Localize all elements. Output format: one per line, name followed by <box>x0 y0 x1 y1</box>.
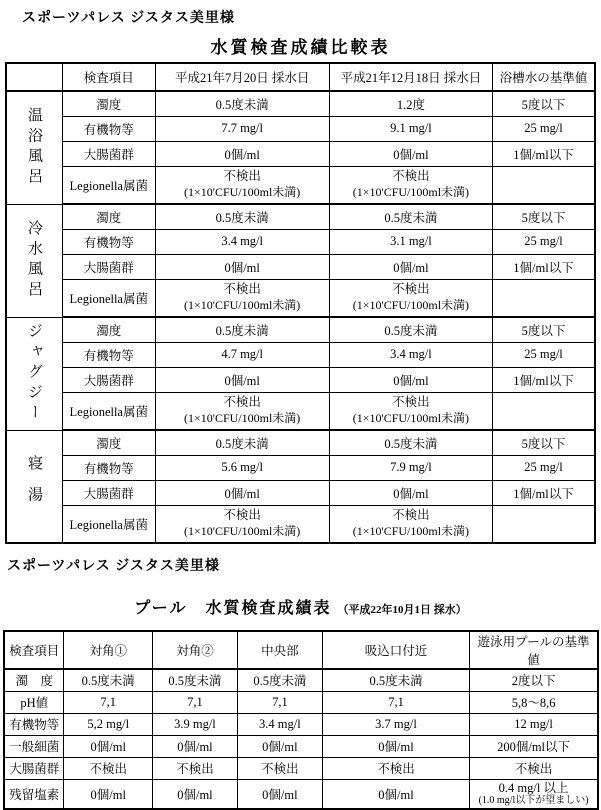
table1-value-cell: 0.5度未満 <box>155 204 329 229</box>
table2-value-cell: 5,8～8,6 <box>470 691 598 713</box>
table1-value-cell: 3.1 mg/l <box>329 229 492 254</box>
table1-value-cell: 0.5度未満 <box>155 430 329 455</box>
table2-value-cell: 0個/ml <box>64 779 153 809</box>
table1-value-cell: 不検出 (1×10'CFU/100ml未満) <box>329 392 492 430</box>
table1-value-cell: 0.5度未満 <box>155 317 329 342</box>
table1-item-label: Legionella属菌 <box>63 166 155 204</box>
table1-group-label: ジャグジー <box>6 317 63 430</box>
table2-value-cell: 0.5度未満 <box>237 669 322 691</box>
table2-item-label: 有機物等 <box>4 713 64 735</box>
table1-value-cell: 7.9 mg/l <box>329 455 492 480</box>
table2-value-cell: 7,1 <box>322 691 469 713</box>
table1-value-cell: 不検出 (1×10'CFU/100ml未満) <box>329 166 492 204</box>
table2-header-inlet: 吸込口付近 <box>322 631 469 669</box>
table2-value-cell: 0個/ml <box>152 779 237 809</box>
table1-value-cell: 不検出 (1×10'CFU/100ml未満) <box>155 392 329 430</box>
table2-header-row <box>4 631 598 669</box>
table1-value-cell <box>492 166 595 204</box>
pool-table-title-note: （平成22年10月1日 採水） <box>337 604 467 616</box>
table1-row-寝湯-Legionella属菌 <box>6 505 595 543</box>
table2-value-cell: 0個/ml <box>152 735 237 757</box>
table1-row-ジャグジー-濁度 <box>6 317 595 342</box>
table1-value-cell: 0.5度未満 <box>155 91 329 116</box>
table2-header-item: 検査項目 <box>4 631 64 669</box>
table1-item-label: Legionella属菌 <box>63 279 155 317</box>
table2-value-cell: 2度以下 <box>470 669 598 691</box>
table2-value-cell: 不検出 <box>470 757 598 779</box>
bath-water-comparison-table <box>5 62 596 544</box>
table1-row-冷水風呂-大腸菌群 <box>6 254 595 279</box>
table1-value-cell: 0個/ml <box>155 254 329 279</box>
table1-value-cell: 0個/ml <box>155 141 329 166</box>
table1-item-label: 濁度 <box>63 317 155 342</box>
table1-value-cell: 0.5度未満 <box>329 430 492 455</box>
table1-value-cell: 1個/ml以下 <box>492 480 595 505</box>
table1-header-date2: 平成21年12月18日 採水日 <box>329 63 492 91</box>
table2-value-cell: 不検出 <box>64 757 153 779</box>
table1-value-cell <box>492 392 595 430</box>
table1-row-冷水風呂-Legionella属菌 <box>6 279 595 317</box>
table2-header-diag2: 対角② <box>152 631 237 669</box>
table1-row-ジャグジー-Legionella属菌 <box>6 392 595 430</box>
table2-header-standard: 遊泳用プールの基準値 <box>470 631 598 669</box>
table1-item-label: 濁度 <box>63 204 155 229</box>
customer-name-bottom: スポーツパレス ジスタス美里様 <box>7 559 220 574</box>
table2-row-大腸菌群 <box>4 757 598 779</box>
table1-row-冷水風呂-濁度 <box>6 204 595 229</box>
pool-table-title-main: プール 水質検査成績表 <box>134 600 332 617</box>
table1-value-cell: 3.4 mg/l <box>329 342 492 367</box>
table2-value-cell: 7,1 <box>64 691 153 713</box>
table1-group-label: 温浴風呂 <box>6 91 63 204</box>
table1-item-label: 大腸菌群 <box>63 367 155 392</box>
table1-value-cell: 不検出 (1×10'CFU/100ml未満) <box>155 279 329 317</box>
table2-value-cell: 12 mg/l <box>470 713 598 735</box>
table2-item-label: 一般細菌 <box>4 735 64 757</box>
table1-header-row <box>6 63 595 91</box>
table1-value-cell: 5.6 mg/l <box>155 455 329 480</box>
table1-item-label: 有機物等 <box>63 229 155 254</box>
table1-header-item: 検査項目 <box>63 63 155 91</box>
table2-value-cell: 0.5度未満 <box>322 669 469 691</box>
table2-row-有機物等 <box>4 713 598 735</box>
table2-value-cell: 7,1 <box>237 691 322 713</box>
table2-row-pH値 <box>4 691 598 713</box>
table1-row-ジャグジー-大腸菌群 <box>6 367 595 392</box>
table2-value-cell: 7,1 <box>152 691 237 713</box>
pool-water-quality-table <box>3 630 599 810</box>
table1-row-温浴風呂-Legionella属菌 <box>6 166 595 204</box>
table2-value-cell: 0個/ml <box>322 779 469 809</box>
table1-value-cell: 不検出 (1×10'CFU/100ml未満) <box>329 505 492 543</box>
table2-value-cell: 3.9 mg/l <box>152 713 237 735</box>
table2-row-濁 度 <box>4 669 598 691</box>
table1-value-cell: 0個/ml <box>329 367 492 392</box>
table2-value-cell: 0個/ml <box>237 735 322 757</box>
table1-header-standard: 浴槽水の基準値 <box>492 63 595 91</box>
table2-value-cell: 5,2 mg/l <box>64 713 153 735</box>
table1-value-cell: 不検出 (1×10'CFU/100ml未満) <box>155 505 329 543</box>
table2-item-label: 大腸菌群 <box>4 757 64 779</box>
table1-value-cell: 不検出 (1×10'CFU/100ml未満) <box>155 166 329 204</box>
table1-item-label: 大腸菌群 <box>63 480 155 505</box>
table1-item-label: 大腸菌群 <box>63 141 155 166</box>
table1-value-cell: 25 mg/l <box>492 229 595 254</box>
table1-header-date1: 平成21年7月20日 採水日 <box>155 63 329 91</box>
table1-item-label: Legionella属菌 <box>63 505 155 543</box>
table1-row-寝湯-有機物等 <box>6 455 595 480</box>
comparison-table-title: 水質検査成績比較表 <box>210 38 391 57</box>
table1-row-寝湯-濁度 <box>6 430 595 455</box>
table2-value-cell: 0.5度未満 <box>64 669 153 691</box>
table2-value-cell: 0個/ml <box>322 735 469 757</box>
table1-item-label: Legionella属菌 <box>63 392 155 430</box>
table2-header-diag1: 対角① <box>64 631 153 669</box>
table2-row-残留塩素 <box>4 779 598 809</box>
table1-row-冷水風呂-有機物等 <box>6 229 595 254</box>
table1-item-label: 有機物等 <box>63 342 155 367</box>
table1-item-label: 大腸菌群 <box>63 254 155 279</box>
table1-row-温浴風呂-有機物等 <box>6 116 595 141</box>
table1-item-label: 濁度 <box>63 430 155 455</box>
table2-header-center: 中央部 <box>237 631 322 669</box>
table1-value-cell <box>492 505 595 543</box>
table2-value-cell: 0個/ml <box>64 735 153 757</box>
table2-value-cell: 0.4 mg/l 以上 (1.0 mg/l以下が望ましい) <box>470 779 598 809</box>
table1-value-cell: 25 mg/l <box>492 455 595 480</box>
table2-value-cell: 不検出 <box>322 757 469 779</box>
table2-value-cell: 3.4 mg/l <box>237 713 322 735</box>
table1-item-label: 濁度 <box>63 91 155 116</box>
customer-name-top: スポーツパレス ジスタス美里様 <box>22 11 235 26</box>
table1-value-cell: 5度以下 <box>492 430 595 455</box>
table1-value-cell: 0個/ml <box>155 367 329 392</box>
table1-value-cell <box>492 279 595 317</box>
table1-value-cell: 9.1 mg/l <box>329 116 492 141</box>
table1-value-cell: 1個/ml以下 <box>492 141 595 166</box>
table1-value-cell: 1個/ml以下 <box>492 254 595 279</box>
table1-value-cell: 1個/ml以下 <box>492 367 595 392</box>
pool-table-title <box>0 595 601 618</box>
table1-value-cell: 5度以下 <box>492 317 595 342</box>
table1-row-ジャグジー-有機物等 <box>6 342 595 367</box>
table1-value-cell: 7.7 mg/l <box>155 116 329 141</box>
table1-value-cell: 0個/ml <box>329 254 492 279</box>
table1-value-cell: 25 mg/l <box>492 342 595 367</box>
table2-value-cell: 不検出 <box>152 757 237 779</box>
table2-value-cell: 0.5度未満 <box>152 669 237 691</box>
table2-value-cell: 0個/ml <box>237 779 322 809</box>
table1-header-blank <box>6 63 63 91</box>
table1-value-cell: 0.5度未満 <box>329 204 492 229</box>
table1-value-cell: 不検出 (1×10'CFU/100ml未満) <box>329 279 492 317</box>
table1-group-label: 冷水風呂 <box>6 204 63 317</box>
table1-item-label: 有機物等 <box>63 116 155 141</box>
table1-value-cell: 5度以下 <box>492 204 595 229</box>
table1-value-cell: 0.5度未満 <box>329 317 492 342</box>
table1-row-温浴風呂-大腸菌群 <box>6 141 595 166</box>
table1-group-label: 寝湯 <box>6 430 63 543</box>
table1-value-cell: 0個/ml <box>155 480 329 505</box>
table1-row-温浴風呂-濁度 <box>6 91 595 116</box>
table1-value-cell: 25 mg/l <box>492 116 595 141</box>
table2-value-cell: 不検出 <box>237 757 322 779</box>
table1-value-cell: 5度以下 <box>492 91 595 116</box>
table1-value-cell: 0個/ml <box>329 141 492 166</box>
table2-value-cell: 3.7 mg/l <box>322 713 469 735</box>
table1-value-cell: 1.2度 <box>329 91 492 116</box>
table2-item-label: 残留塩素 <box>4 779 64 809</box>
table1-item-label: 有機物等 <box>63 455 155 480</box>
table2-item-label: pH値 <box>4 691 64 713</box>
table2-row-一般細菌 <box>4 735 598 757</box>
table1-row-寝湯-大腸菌群 <box>6 480 595 505</box>
table1-value-cell: 4.7 mg/l <box>155 342 329 367</box>
table2-item-label: 濁 度 <box>4 669 64 691</box>
table2-value-cell: 200個/ml以下 <box>470 735 598 757</box>
table1-value-cell: 0個/ml <box>329 480 492 505</box>
table1-value-cell: 3.4 mg/l <box>155 229 329 254</box>
